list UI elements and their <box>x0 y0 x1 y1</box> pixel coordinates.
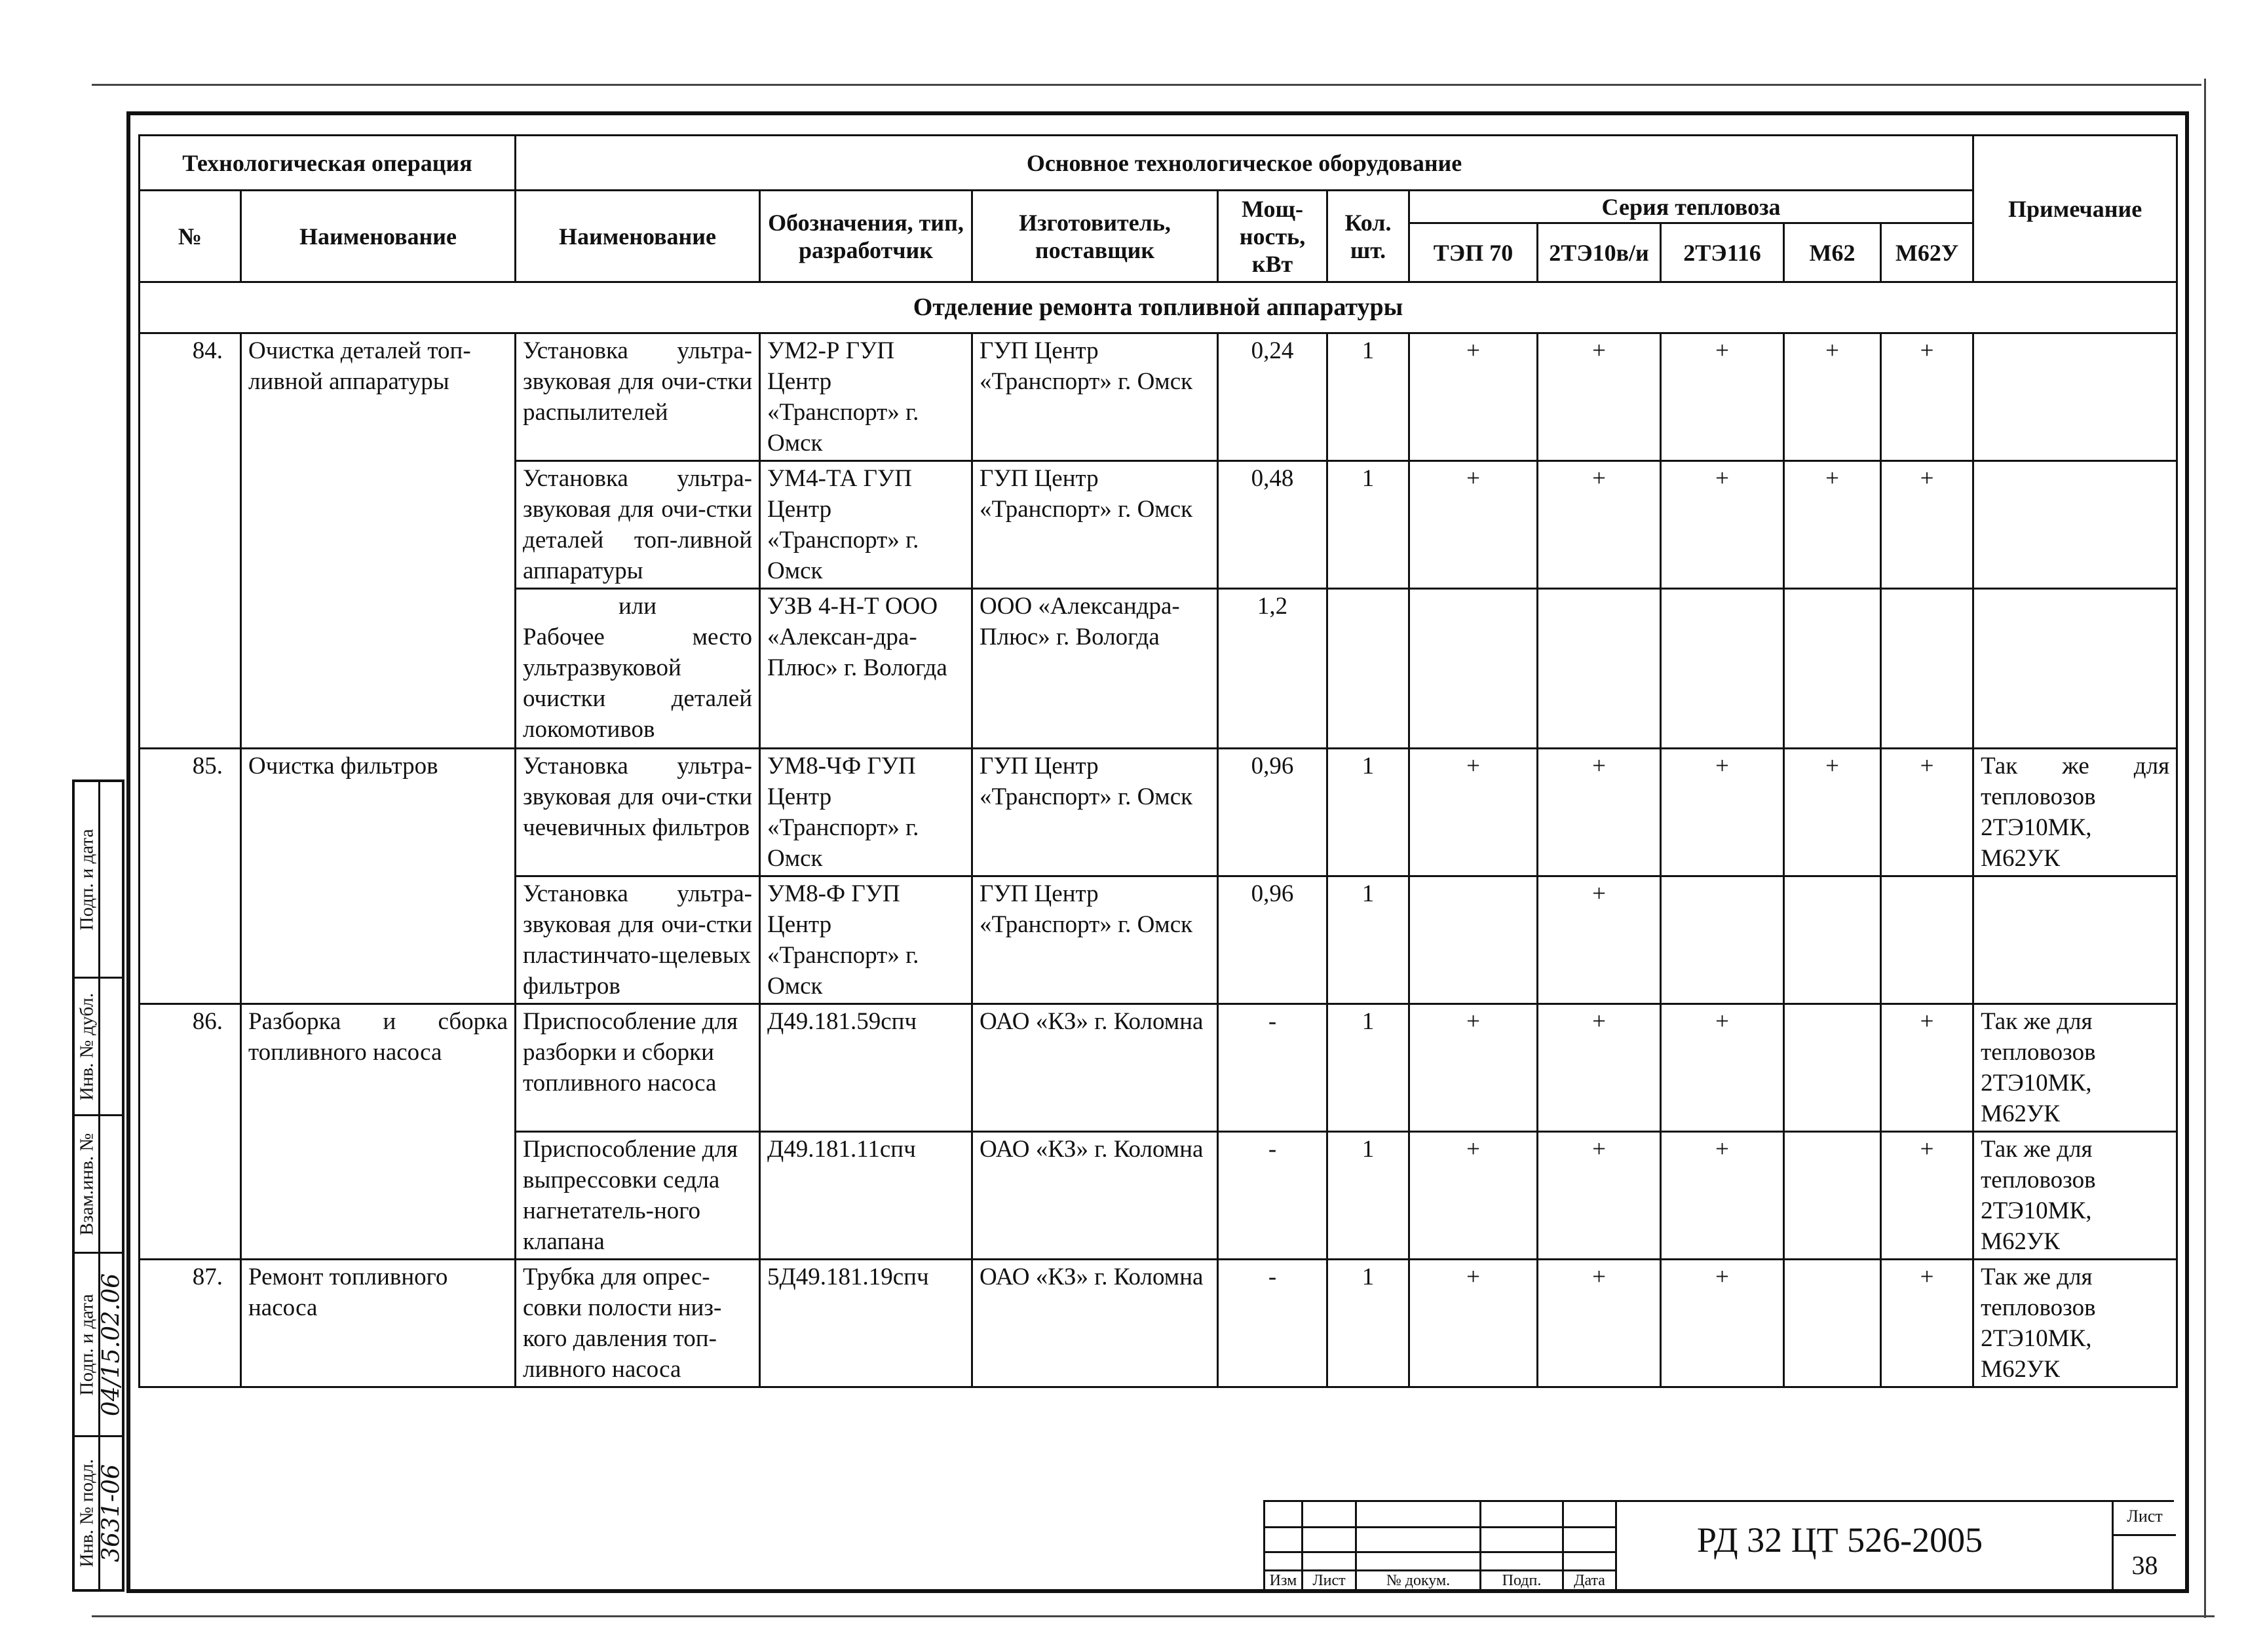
equipment-type: УЗВ 4-Н-Т ООО «Алексан-дра-Плюс» г. Вологда <box>760 589 972 749</box>
equipment-name-text: Рабочее место ультразвуковой очистки деталей локомотивов <box>523 624 752 743</box>
note-cell <box>1973 333 2177 461</box>
stamp-field-sign-date-1 <box>75 782 122 979</box>
op-name: Ремонт топливного насоса <box>241 1260 516 1387</box>
series-mark: + <box>1784 749 1881 876</box>
equipment-maker: ГУП Центр «Транспорт» г. Омск <box>972 333 1218 461</box>
equipment-power: 0,48 <box>1218 461 1327 589</box>
equipment-qty: 1 <box>1327 1004 1409 1132</box>
op-number: 85. <box>140 749 241 1004</box>
equipment-type: УМ8-ЧФ ГУП Центр «Транспорт» г. Омск <box>760 749 972 876</box>
series-mark: + <box>1661 1260 1784 1387</box>
note-cell: Так же для тепловозов 2ТЭ10МК, М62УК <box>1973 1004 2177 1132</box>
table-row <box>140 1004 2177 1132</box>
series-mark <box>1784 589 1881 749</box>
series-mark <box>1784 876 1881 1004</box>
equipment-maker: ГУП Центр «Транспорт» г. Омск <box>972 876 1218 1004</box>
equipment-power: 0,96 <box>1218 749 1327 876</box>
op-number: 87. <box>140 1260 241 1387</box>
section-row <box>140 282 2177 333</box>
equipment-maker: ГУП Центр «Транспорт» г. Омск <box>972 749 1218 876</box>
equipment-type: Д49.181.11спч <box>760 1132 972 1260</box>
header-row-2 <box>140 191 2177 223</box>
note-cell <box>1973 589 2177 749</box>
bottom-scan-rule <box>92 1615 2215 1617</box>
equipment-maker: ГУП Центр «Транспорт» г. Омск <box>972 461 1218 589</box>
equipment-type: УМ8-Ф ГУП Центр «Транспорт» г. Омск <box>760 876 972 1004</box>
equipment-maker: ООО «Александра-Плюс» г. Вологда <box>972 589 1218 749</box>
equipment-qty <box>1327 589 1409 749</box>
series-mark: + <box>1538 876 1661 1004</box>
header-series-2te10: 2ТЭ10в/и <box>1538 223 1661 282</box>
op-name: Очистка деталей топ-ливной аппаратуры <box>241 333 516 749</box>
header-row-1 <box>140 136 2177 191</box>
note-cell: Так же для тепловозов 2ТЭ10МК, М62УК <box>1973 1260 2177 1387</box>
ndoc-label: № докум. <box>1386 1572 1451 1589</box>
series-mark <box>1409 589 1538 749</box>
handwritten-inv-number: 3631-06 <box>98 1464 125 1562</box>
izm-label: Изм <box>1269 1572 1297 1589</box>
handwritten-date: 04/15.02.06 <box>98 1273 125 1416</box>
stamp-label: Подп. и дата <box>76 829 98 930</box>
equipment-qty: 1 <box>1327 1260 1409 1387</box>
series-mark: + <box>1538 1004 1661 1132</box>
header-designation: Обозначения, тип, разработчик <box>760 191 972 282</box>
equipment-type: Д49.181.59спч <box>760 1004 972 1132</box>
header-equipment: Основное технологическое оборудование <box>516 136 1973 191</box>
stamp-field-orig-inv <box>75 1437 125 1589</box>
header-series-tep70: ТЭП 70 <box>1409 223 1538 282</box>
note-cell: Так же для тепловозов 2ТЭ10МК, М62УК <box>1973 749 2177 876</box>
series-mark: + <box>1661 1132 1784 1260</box>
note-cell: Так же для тепловозов 2ТЭ10МК, М62УК <box>1973 1132 2177 1260</box>
series-mark: + <box>1661 1004 1784 1132</box>
series-mark: + <box>1409 1004 1538 1132</box>
equipment-table <box>138 134 2178 1388</box>
note-cell <box>1973 461 2177 589</box>
equipment-qty: 1 <box>1327 333 1409 461</box>
section-title: Отделение ремонта топливной аппаратуры <box>140 282 2177 333</box>
revision-grid <box>1263 1500 1617 1592</box>
series-mark <box>1784 1132 1881 1260</box>
equipment-power: - <box>1218 1260 1327 1387</box>
series-mark: + <box>1661 749 1784 876</box>
series-mark: + <box>1881 1260 1973 1387</box>
series-mark: + <box>1538 749 1661 876</box>
series-mark: + <box>1409 1132 1538 1260</box>
equipment-name <box>516 589 760 749</box>
sheet-number: 38 <box>2131 1550 2158 1580</box>
equipment-maker: ОАО «КЗ» г. Коломна <box>972 1260 1218 1387</box>
series-mark <box>1661 589 1784 749</box>
series-mark <box>1538 589 1661 749</box>
series-mark: + <box>1881 1132 1973 1260</box>
series-mark <box>1409 876 1538 1004</box>
header-note: Примечание <box>1973 136 2177 282</box>
header-maker: Изготовитель, поставщик <box>972 191 1218 282</box>
series-mark: + <box>1538 461 1661 589</box>
series-mark: + <box>1784 461 1881 589</box>
equipment-name: Установка ультра-звуковая для очи-стки деталей топ-ливной аппаратуры <box>516 461 760 589</box>
series-mark: + <box>1661 333 1784 461</box>
equipment-name: Установка ультра-звуковая для очи-стки чечевичных фильтров <box>516 749 760 876</box>
stamp-field-replace-inv <box>75 1116 122 1254</box>
header-eq-name: Наименование <box>516 191 760 282</box>
series-mark: + <box>1881 461 1973 589</box>
data-label: Дата <box>1574 1572 1605 1589</box>
equipment-power: - <box>1218 1004 1327 1132</box>
header-qty: Кол. шт. <box>1327 191 1409 282</box>
title-block <box>1263 1500 2174 1592</box>
equipment-name: Установка ультра-звуковая для очи-стки пластинчато-щелевых фильтров <box>516 876 760 1004</box>
stamp-label: Взам.инв. № <box>76 1133 98 1235</box>
stamp-field-sign-date-2 <box>75 1254 125 1437</box>
series-mark <box>1661 876 1784 1004</box>
series-mark <box>1784 1260 1881 1387</box>
equipment-power: 0,24 <box>1218 333 1327 461</box>
header-tech-op: Технологическая операция <box>140 136 516 191</box>
margin-stamp <box>72 779 124 1592</box>
stamp-label: Инв. № подл. <box>76 1459 98 1568</box>
right-scan-rule <box>2204 79 2206 1618</box>
series-mark: + <box>1409 461 1538 589</box>
stamp-label: Инв. № дубл. <box>76 992 98 1100</box>
equipment-maker: ОАО «КЗ» г. Коломна <box>972 1132 1218 1260</box>
op-number: 84. <box>140 333 241 749</box>
equipment-name: Приспособление для выпрессовки седла нагнетатель-ного клапана <box>516 1132 760 1260</box>
series-mark <box>1881 589 1973 749</box>
equipment-name-or: или <box>618 593 657 620</box>
series-mark: + <box>1409 333 1538 461</box>
series-mark: + <box>1538 333 1661 461</box>
series-mark: + <box>1881 749 1973 876</box>
equipment-qty: 1 <box>1327 461 1409 589</box>
equipment-qty: 1 <box>1327 1132 1409 1260</box>
op-number: 86. <box>140 1004 241 1260</box>
equipment-name: Установка ультра-звуковая для очи-стки распылителей <box>516 333 760 461</box>
equipment-power: 0,96 <box>1218 876 1327 1004</box>
list-label: Лист <box>1312 1572 1346 1589</box>
table-row <box>140 1260 2177 1387</box>
series-mark <box>1784 1004 1881 1132</box>
series-mark: + <box>1538 1260 1661 1387</box>
op-name: Очистка фильтров <box>241 749 516 1004</box>
op-name: Разборка и сборка топливного насоса <box>241 1004 516 1260</box>
series-mark: + <box>1538 1132 1661 1260</box>
header-no: № <box>140 191 241 282</box>
sheet-label: Лист <box>2127 1507 2163 1526</box>
stamp-field-dup-inv <box>75 979 122 1116</box>
sheet-box <box>2112 1500 2176 1592</box>
series-mark: + <box>1409 1260 1538 1387</box>
series-mark: + <box>1661 461 1784 589</box>
equipment-power: - <box>1218 1132 1327 1260</box>
header-op-name: Наименование <box>241 191 516 282</box>
series-mark: + <box>1881 1004 1973 1132</box>
podp-label: Подп. <box>1502 1572 1542 1589</box>
equipment-type: 5Д49.181.19спч <box>760 1260 972 1387</box>
series-mark <box>1881 876 1973 1004</box>
equipment-qty: 1 <box>1327 876 1409 1004</box>
top-scan-rule <box>92 84 2201 86</box>
table-row <box>140 333 2177 461</box>
header-series: Серия тепловоза <box>1409 191 1973 223</box>
equipment-name: Трубка для опрес-совки полости низ-кого давления топ-ливного насоса <box>516 1260 760 1387</box>
equipment-type: УМ2-Р ГУП Центр «Транспорт» г. Омск <box>760 333 972 461</box>
equipment-type: УМ4-ТА ГУП Центр «Транспорт» г. Омск <box>760 461 972 589</box>
series-mark: + <box>1881 333 1973 461</box>
stamp-label: Подп. и дата <box>76 1294 98 1395</box>
equipment-qty: 1 <box>1327 749 1409 876</box>
header-power: Мощ-ность, кВт <box>1218 191 1327 282</box>
header-series-2te116: 2ТЭ116 <box>1661 223 1784 282</box>
series-mark: + <box>1409 749 1538 876</box>
equipment-maker: ОАО «КЗ» г. Коломна <box>972 1004 1218 1132</box>
header-series-m62: М62 <box>1784 223 1881 282</box>
table-row <box>140 749 2177 876</box>
equipment-power: 1,2 <box>1218 589 1327 749</box>
equipment-name: Приспособление для разборки и сборки топливного насоса <box>516 1004 760 1132</box>
note-cell <box>1973 876 2177 1004</box>
document-code: РД 32 ЦТ 526-2005 <box>1696 1520 1983 1560</box>
series-mark: + <box>1784 333 1881 461</box>
header-series-m62u: М62У <box>1881 223 1973 282</box>
